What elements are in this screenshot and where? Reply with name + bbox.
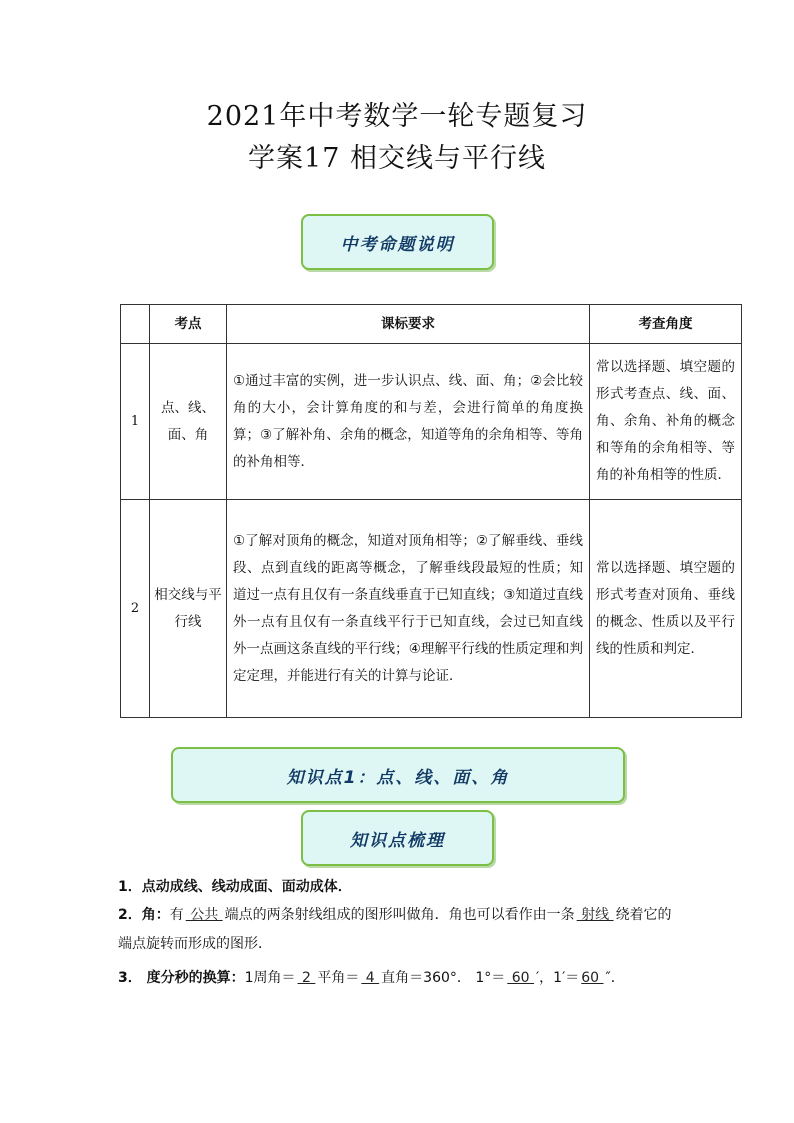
item-3-text: 1周角＝ [244,970,296,986]
section-header-exam-description: 中考命题说明 [301,214,494,270]
fill-blank-answer: 60 [507,970,534,986]
item-3-text: ″． [605,970,625,986]
table-header-point: 考点 [150,305,227,344]
row-angle: 常以选择题、填空题的形式考查点、线、面、角、余角、补角的概念和等角的余角相等、等角的补角相等的性质． [590,344,742,500]
table-header-requirement: 课标要求 [227,305,590,344]
item-3-label: 3． 度分秒的换算： [118,970,245,986]
item-1: 1．点动成线、线动成面、面动成体． [118,879,352,895]
item-2-text: 绕着它的端点旋转而形成的图形． [118,907,672,952]
fill-blank-answer: 公共 [185,907,223,923]
row-requirement: ①通过丰富的实例，进一步认识点、线、面、角；②会比较角的大小，会计算角度的和与差，会进行简单的角度换算；③了解补角、余角的概念，知道等角的余角相等、等角的补角相等． [227,344,590,500]
item-3 [118,964,678,993]
table-header-row [121,305,742,344]
item-3-text: 直角＝360°． 1°＝ [381,970,506,986]
section-header-knowledge-point-1: 知识点1：点、线、面、角 [171,747,625,803]
row-number: 2 [121,500,150,718]
item-3-text: ′，1′＝ [535,970,580,986]
item-2-label: 2．角： [118,907,170,923]
fill-blank-answer: 射线 [576,907,614,923]
page-subtitle: 学案17 相交线与平行线 [248,143,546,174]
item-3-text: 平角＝ [317,970,360,986]
item-2-text: 有 [169,907,184,923]
row-requirement: ①了解对顶角的概念，知道对顶角相等；②了解垂线、垂线段、点到直线的距离等概念，了解垂线段最短的性质；知道过一点有且仅有一条直线垂直于已知直线；③知道过直线外一点有且仅有一条直线平行于已知直线，会过已知直线外一点画这条直线的平行线；④理解平行线的性质定理和判定定理，并能进行有关的计算与论证． [227,500,590,718]
fill-blank-answer: 4 [361,970,380,986]
table-header-angle: 考查角度 [590,305,742,344]
fill-blank-answer: 60 [581,970,604,986]
row-number: 1 [121,344,150,500]
row-point: 相交线与平行线 [150,500,227,718]
row-point: 点、线、面、角 [150,344,227,500]
item-2 [118,901,678,959]
table-row [121,500,742,718]
table-header-num [121,305,150,344]
section-header-knowledge-summary: 知识点梳理 [301,810,494,866]
table-row [121,344,742,500]
curriculum-table [120,304,742,718]
page-title: 2021年中考数学一轮专题复习 [206,101,588,132]
fill-blank-answer: 2 [297,970,316,986]
item-2-text: 端点的两条射线组成的图形叫做角．角也可以看作由一条 [224,907,575,923]
row-angle: 常以选择题、填空题的形式考查对顶角、垂线的概念、性质以及平行线的性质和判定． [590,500,742,718]
